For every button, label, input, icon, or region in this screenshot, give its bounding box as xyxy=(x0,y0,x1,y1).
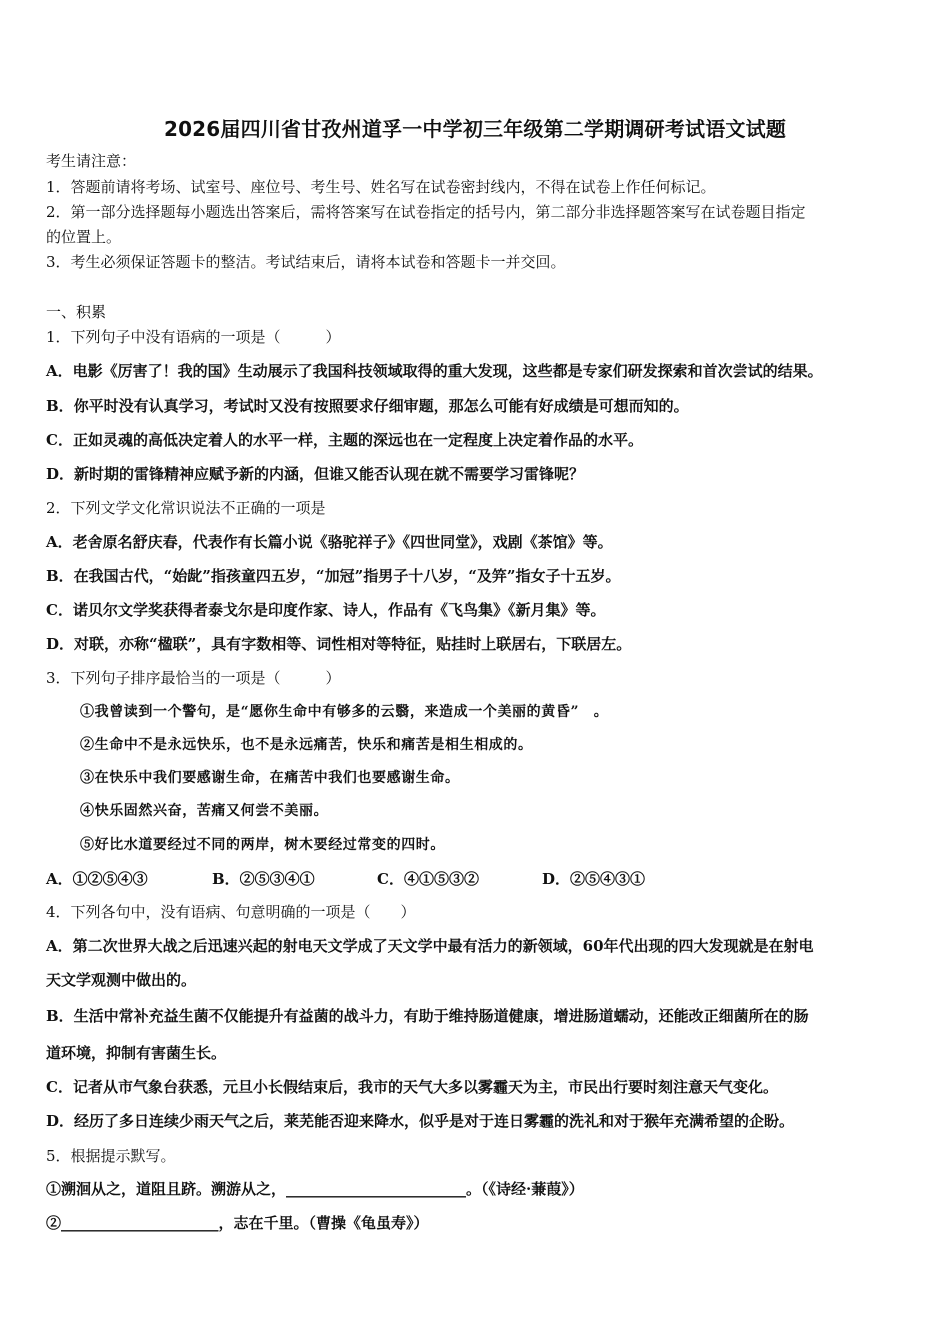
question-4-option-a: A．第二次世界大战之后迅速兴起的射电天文学成了天文学中最有活力的新领域，60年代出现的四大发现就是在射电 xyxy=(46,937,814,955)
question-3-sentence: ①我曾读到一个警句，是“愿你生命中有够多的云翳，来造成一个美丽的黄昏” 。 xyxy=(80,704,609,720)
question-1-option-d: D．新时期的雷锋精神应赋予新的内涵，但谁又能否认现在就不需要学习雷锋呢？ xyxy=(46,465,585,483)
question-1-option-a: A．电影《厉害了！我的国》生动展示了我国科技领域取得的重大发现，这些都是专家们研发探索和首次尝试的结果。 xyxy=(46,362,823,380)
question-3-sentence: ③在快乐中我们要感谢生命，在痛苦中我们也要感谢生命。 xyxy=(80,770,460,786)
question-4-option-c: C．记者从市气象台获悉，元旦小长假结束后，我市的天气大多以雾霾天为主，市民出行要时刻注意天气变化。 xyxy=(46,1078,778,1096)
question-3-sentence: ⑤好比水道要经过不同的两岸，树木要经过常变的四时。 xyxy=(80,837,445,853)
question-5-blank-2: ②_____________________，志在千里。（曹操《龟虽寿》） xyxy=(46,1214,429,1232)
notice-item: 1．答题前请将考场、试室号、座位号、考生号、姓名写在试卷密封线内，不得在试卷上作任何标记。 xyxy=(46,178,716,196)
question-1-option-c: C．正如灵魂的高低决定着人的水平一样，主题的深远也在一定程度上决定着作品的水平。 xyxy=(46,431,643,449)
question-3-options xyxy=(46,868,906,888)
question-2-stem: 2．下列文学文化常识说法不正确的一项是 xyxy=(46,499,326,517)
question-4-option-b-cont: 道环境，抑制有害菌生长。 xyxy=(46,1044,227,1062)
question-3-sentence: ④快乐固然兴奋，苦痛又何尝不美丽。 xyxy=(80,803,329,819)
question-2-option-b: B．在我国古代，“始龀”指孩童四五岁，“加冠”指男子十八岁，“及笄”指女子十五岁。 xyxy=(46,567,621,585)
notice-heading: 考生请注意： xyxy=(46,152,137,170)
question-3-option-d: D．②⑤④③① xyxy=(542,870,646,888)
question-2-option-c: C．诺贝尔文学奖获得者泰戈尔是印度作家、诗人，作品有《飞鸟集》《新月集》等。 xyxy=(46,601,606,619)
notice-item: 2．第一部分选择题每小题选出答案后，需将答案写在试卷指定的括号内，第二部分非选择题答案写在试卷题目指定 xyxy=(46,203,806,221)
notice-item: 的位置上。 xyxy=(46,228,122,246)
question-3-sentence: ②生命中不是永远快乐，也不是永远痛苦，快乐和痛苦是相生相成的。 xyxy=(80,737,533,753)
question-1-option-b: B．你平时没有认真学习，考试时又没有按照要求仔细审题，那怎么可能有好成绩是可想而知的。 xyxy=(46,397,689,415)
section-heading: 一、积累 xyxy=(46,303,107,321)
question-3-stem: 3．下列句子排序最恰当的一项是（ ） xyxy=(46,669,341,687)
question-5-blank-1: ①溯洄从之，道阻且跻。溯游从之，________________________。（《诗经·蒹葭》） xyxy=(46,1180,584,1198)
question-2-option-d: D．对联，亦称“楹联”，具有字数相等、词性相对等特征，贴挂时上联居右，下联居左。 xyxy=(46,635,632,653)
question-4-option-b: B．生活中常补充益生菌不仅能提升有益菌的战斗力，有助于维持肠道健康，增进肠道蠕动，还能改正细菌所在的肠 xyxy=(46,1007,809,1025)
question-3-option-b: B．②⑤③④① xyxy=(212,870,315,888)
question-2-option-a: A．老舍原名舒庆春，代表作有长篇小说《骆驼祥子》《四世同堂》，戏剧《茶馆》等。 xyxy=(46,533,613,551)
question-3-option-a: A．①②⑤④③ xyxy=(46,870,148,888)
question-3-option-c: C．④①⑤③② xyxy=(377,870,479,888)
notice-item: 3．考生必须保证答题卡的整洁。考试结束后，请将本试卷和答题卡一并交回。 xyxy=(46,253,566,271)
question-4-option-d: D．经历了多日连续少雨天气之后，莱芜能否迎来降水，似乎是对于连日雾霾的洗礼和对于猴年充满希望的企盼。 xyxy=(46,1112,795,1130)
question-5-stem: 5．根据提示默写。 xyxy=(46,1147,176,1165)
question-1-stem: 1．下列句子中没有语病的一项是（ ） xyxy=(46,328,341,346)
page-title: 2026届四川省甘孜州道孚一中学初三年级第二学期调研考试语文试题 xyxy=(163,117,787,141)
question-4-stem: 4．下列各句中，没有语病、句意明确的一项是（ ） xyxy=(46,903,416,921)
question-4-option-a-cont: 天文学观测中做出的。 xyxy=(46,971,197,989)
